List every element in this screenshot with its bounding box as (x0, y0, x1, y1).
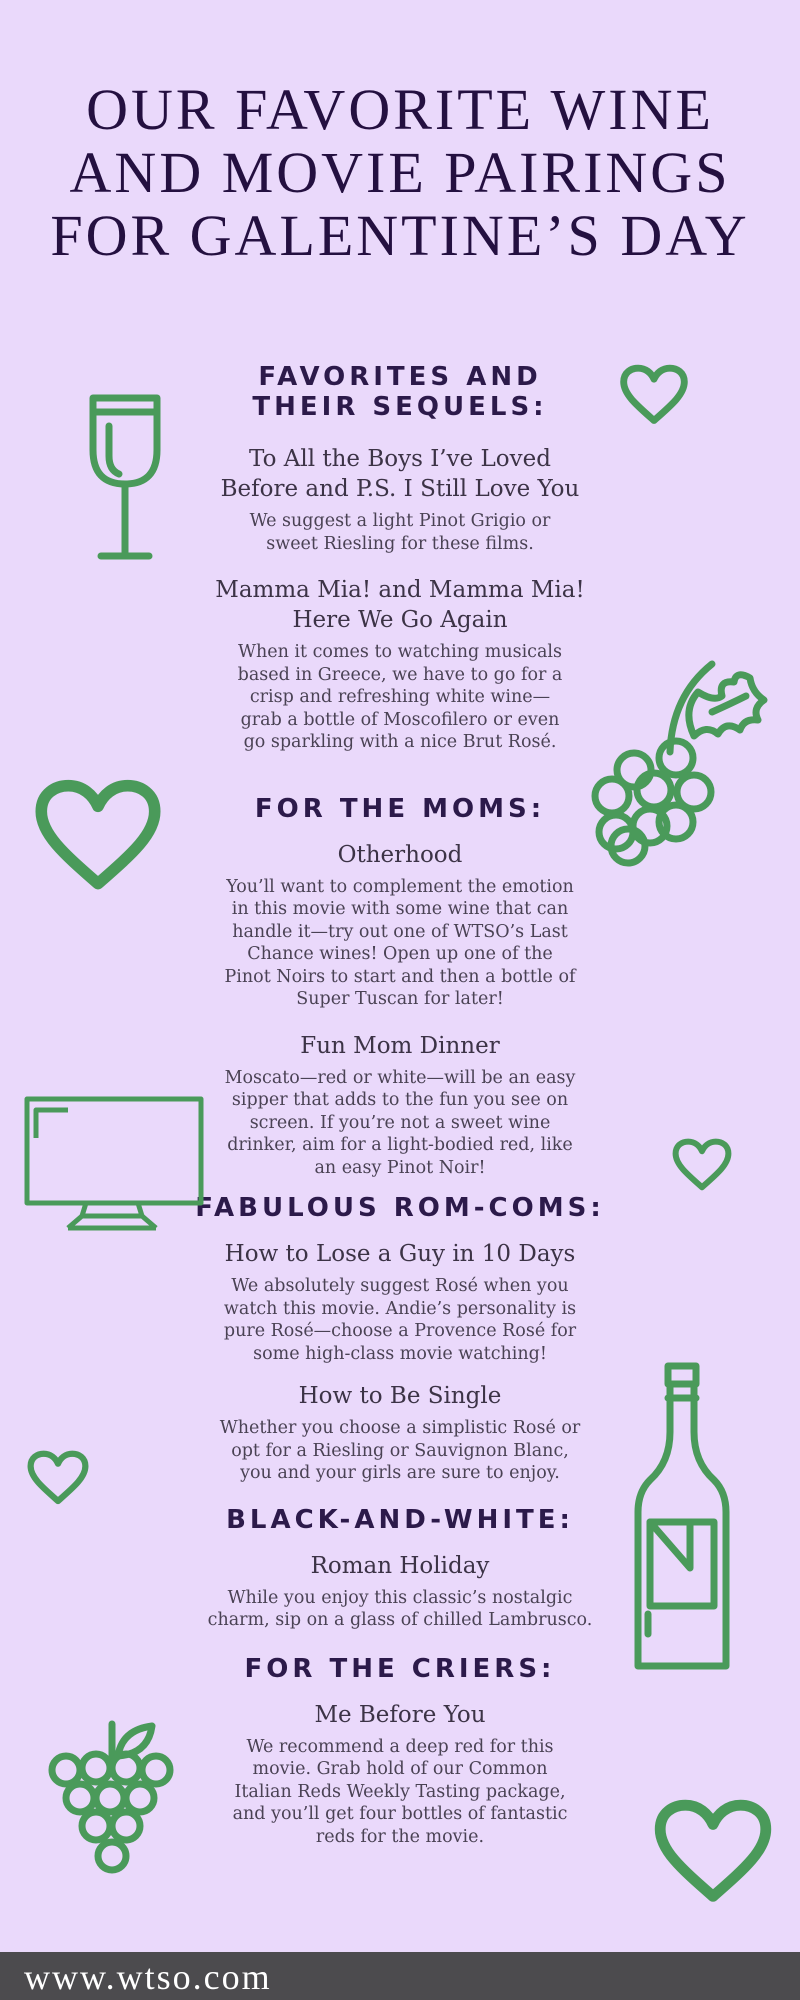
movie-description (195, 641, 605, 754)
movie-title-line: Here We Go Again (292, 607, 508, 633)
description-line: pure Rosé—choose a Provence Rosé for (223, 1321, 577, 1341)
section-heading-romcoms: FABULOUS ROM-COMS: (195, 1193, 605, 1223)
section-heading-moms: FOR THE MOMS: (254, 793, 546, 824)
movie-title (195, 575, 605, 635)
movie-title: How to Be Single (298, 1383, 502, 1409)
description-line: and you’ll get four bottles of fantastic (232, 1804, 568, 1824)
description-line: sipper that adds to the fun you see on (231, 1090, 569, 1110)
description-line: watch this movie. Andie’s personality is (223, 1298, 577, 1319)
heart-icon (652, 1798, 774, 1906)
movie-description (195, 1417, 605, 1485)
heart-icon (619, 364, 689, 426)
description-line: some high-class movie watching! (253, 1343, 547, 1364)
movie-description (195, 1275, 605, 1365)
description-line: Italian Reds Weekly Tasting package, (234, 1781, 566, 1802)
description-line: movie. Grab hold of our Common (252, 1759, 548, 1779)
description-line: an easy Pinot Noir! (314, 1157, 486, 1178)
description-line: While you enjoy this classic’s nostalgic (227, 1587, 573, 1608)
heading-line-2: THEIR SEQUELS: (252, 392, 548, 422)
wine-bottle-icon (632, 1362, 732, 1674)
description-line: Chance wines! Open up one of the (247, 944, 553, 964)
description-line: drinker, aim for a light-bodied red, like (227, 1135, 573, 1155)
movie-title: How to Lose a Guy in 10 Days (224, 1241, 576, 1267)
description-line: Whether you choose a simplistic Rosé or (219, 1418, 581, 1438)
description-line: you and your girls are sure to enjoy. (240, 1463, 560, 1483)
description-line: based in Greece, we have to go for a (237, 664, 563, 685)
wine-glass-icon (85, 392, 165, 564)
grapes-icon (586, 656, 768, 868)
movie-title-line: To All the Boys I’ve Loved (249, 446, 551, 472)
movie-description (195, 876, 605, 1011)
section-heading-favorites (195, 362, 605, 422)
movie-title-line: Before and P.S. I Still Love You (220, 476, 580, 502)
description-line: sweet Riesling for these films. (266, 533, 534, 554)
title-line-3: FOR GALENTINE’S DAY (50, 203, 750, 268)
movie-title: Otherhood (337, 841, 463, 868)
heart-icon (32, 778, 164, 894)
description-line: We absolutely suggest Rosé when you (231, 1276, 569, 1296)
movie-description (175, 1587, 625, 1632)
description-line: opt for a Riesling or Sauvignon Blanc, (231, 1440, 569, 1461)
description-line: reds for the movie. (315, 1826, 485, 1847)
movie-title-line: Mamma Mia! and Mamma Mia! (215, 577, 585, 603)
pairings-list (195, 362, 605, 1848)
title-line-1: OUR FAVORITE WINE (86, 77, 714, 142)
description-line: Moscato—red or white—will be an easy (224, 1067, 576, 1088)
grapes-icon (42, 1718, 182, 1886)
footer-bar (0, 1952, 800, 2000)
description-line: grab a bottle of Moscofilero or even (240, 709, 560, 730)
description-line: go sparkling with a nice Brut Rosé. (243, 732, 557, 752)
movie-description (195, 510, 605, 555)
section-heading-criers: FOR THE CRIERS: (244, 1653, 556, 1684)
description-line: When it comes to watching musicals (237, 642, 562, 662)
description-line: You’ll want to complement the emotion (226, 876, 574, 897)
description-line: in this movie with some wine that can (231, 899, 569, 919)
description-line: We recommend a deep red for this (246, 1736, 554, 1757)
movie-title: Fun Mom Dinner (300, 1032, 500, 1059)
section-heading-black-and-white: BLACK-AND-WHITE: (226, 1504, 574, 1535)
heading-line-1: FAVORITES AND (258, 362, 542, 392)
movie-title: Me Before You (314, 1701, 486, 1728)
page-title (0, 78, 800, 267)
movie-title: Roman Holiday (310, 1552, 490, 1579)
heart-icon (26, 1450, 90, 1506)
description-line: Super Tuscan for later! (296, 989, 504, 1009)
heart-icon (672, 1138, 732, 1192)
title-line-2: AND MOVIE PAIRINGS (69, 140, 731, 205)
description-line: We suggest a light Pinot Grigio or (249, 511, 551, 531)
footer-website-url: www.wtso.com (24, 1957, 272, 1997)
description-line: screen. If you’re not a sweet wine (249, 1112, 551, 1133)
description-line: crisp and refreshing white wine— (249, 687, 551, 707)
movie-title (195, 444, 605, 504)
tv-monitor-icon (24, 1096, 204, 1232)
description-line: Pinot Noirs to start and then a bottle of (224, 966, 576, 987)
movie-description (195, 1736, 605, 1849)
movie-description (195, 1067, 605, 1180)
description-line: handle it—try out one of WTSO’s Last (232, 921, 568, 942)
description-line: charm, sip on a glass of chilled Lambrusco. (207, 1610, 593, 1630)
